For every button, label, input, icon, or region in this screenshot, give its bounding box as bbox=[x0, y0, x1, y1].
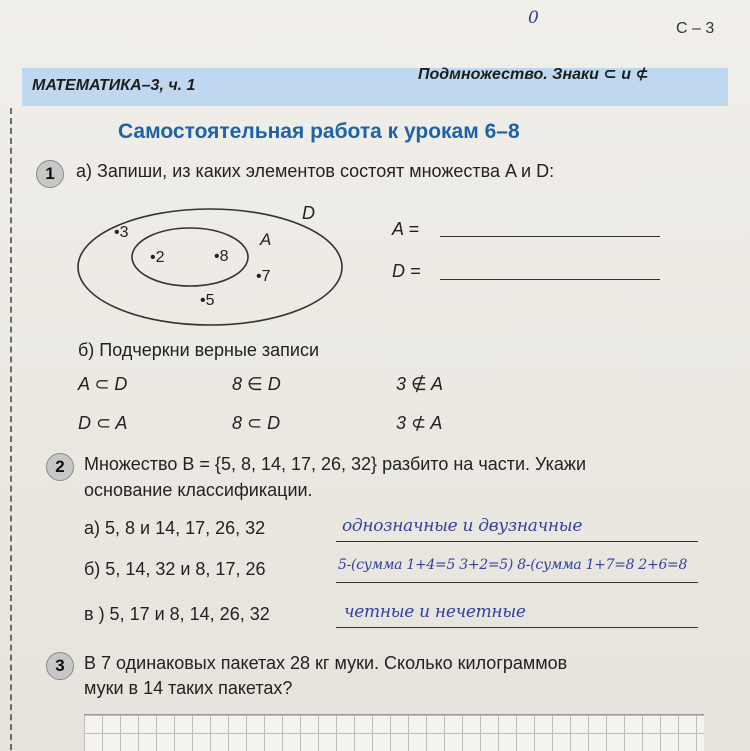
pen-mark: 0 bbox=[528, 8, 539, 28]
answer-a-line[interactable] bbox=[440, 236, 660, 237]
book-title: МАТЕМАТИКА–3, ч. 1 bbox=[32, 77, 196, 94]
classification-item-label: в ) 5, 17 и 8, 14, 26, 32 bbox=[84, 604, 270, 624]
task-number-badge: 2 bbox=[46, 453, 74, 481]
answer-line[interactable] bbox=[336, 541, 698, 542]
venn-point: •2 bbox=[150, 249, 165, 266]
answer-a-label: A = bbox=[392, 219, 419, 239]
record-item[interactable]: 8 ∈ D bbox=[232, 374, 281, 394]
page-code: С – 3 bbox=[676, 20, 715, 37]
record-item[interactable]: 3 ∉ A bbox=[396, 374, 444, 394]
topic-title: Подмножество. Знаки ⊂ и ⊄ bbox=[418, 66, 649, 83]
task-number-badge: 3 bbox=[46, 652, 74, 680]
record-item[interactable]: 8 ⊂ D bbox=[232, 413, 281, 433]
record-item[interactable]: A ⊂ D bbox=[78, 374, 128, 394]
task2-text-line2: основание классификации. bbox=[84, 480, 313, 500]
margin-line bbox=[0, 108, 12, 750]
classification-item-label: а) 5, 8 и 14, 17, 26, 32 bbox=[84, 518, 266, 538]
task3-text-line1: В 7 одинаковых пакетах 28 кг муки. Сколько килограммов bbox=[84, 653, 568, 673]
venn-point: •5 bbox=[200, 292, 215, 309]
handwritten-answer: 5-(сумма 1+4=5 3+2=5) 8-(сумма 1+7=8 2+6=8 bbox=[338, 557, 688, 573]
task1-a-text: а) Запиши, из каких элементов состоят множества A и D: bbox=[76, 161, 555, 181]
answer-line[interactable] bbox=[336, 582, 698, 583]
record-item[interactable]: 3 ⊄ A bbox=[396, 413, 443, 433]
answer-line[interactable] bbox=[336, 627, 698, 628]
answer-d-label: D = bbox=[392, 261, 421, 281]
handwritten-answer: четные и нечетные bbox=[344, 602, 526, 622]
classification-item-label: б) 5, 14, 32 и 8, 17, 26 bbox=[84, 559, 266, 579]
venn-point: •3 bbox=[114, 224, 129, 241]
record-item[interactable]: D ⊂ A bbox=[78, 413, 128, 433]
task-number-badge: 1 bbox=[36, 160, 64, 188]
handwritten-answer: однозначные и двузначные bbox=[342, 516, 583, 536]
task3-text-line2: муки в 14 таких пакетах? bbox=[84, 678, 293, 698]
venn-label-a: A bbox=[260, 230, 272, 249]
answer-d-line[interactable] bbox=[440, 279, 660, 280]
task2-text-line1: Множество B = {5, 8, 14, 17, 26, 32} разбито на части. Укажи bbox=[84, 454, 587, 474]
venn-label-d: D bbox=[302, 203, 315, 223]
task1-b-text: б) Подчеркни верные записи bbox=[78, 340, 320, 360]
answer-grid[interactable] bbox=[84, 714, 704, 751]
venn-point: •8 bbox=[214, 248, 229, 265]
venn-point: •7 bbox=[256, 268, 271, 285]
page-title: Самостоятельная работа к урокам 6–8 bbox=[118, 120, 520, 143]
